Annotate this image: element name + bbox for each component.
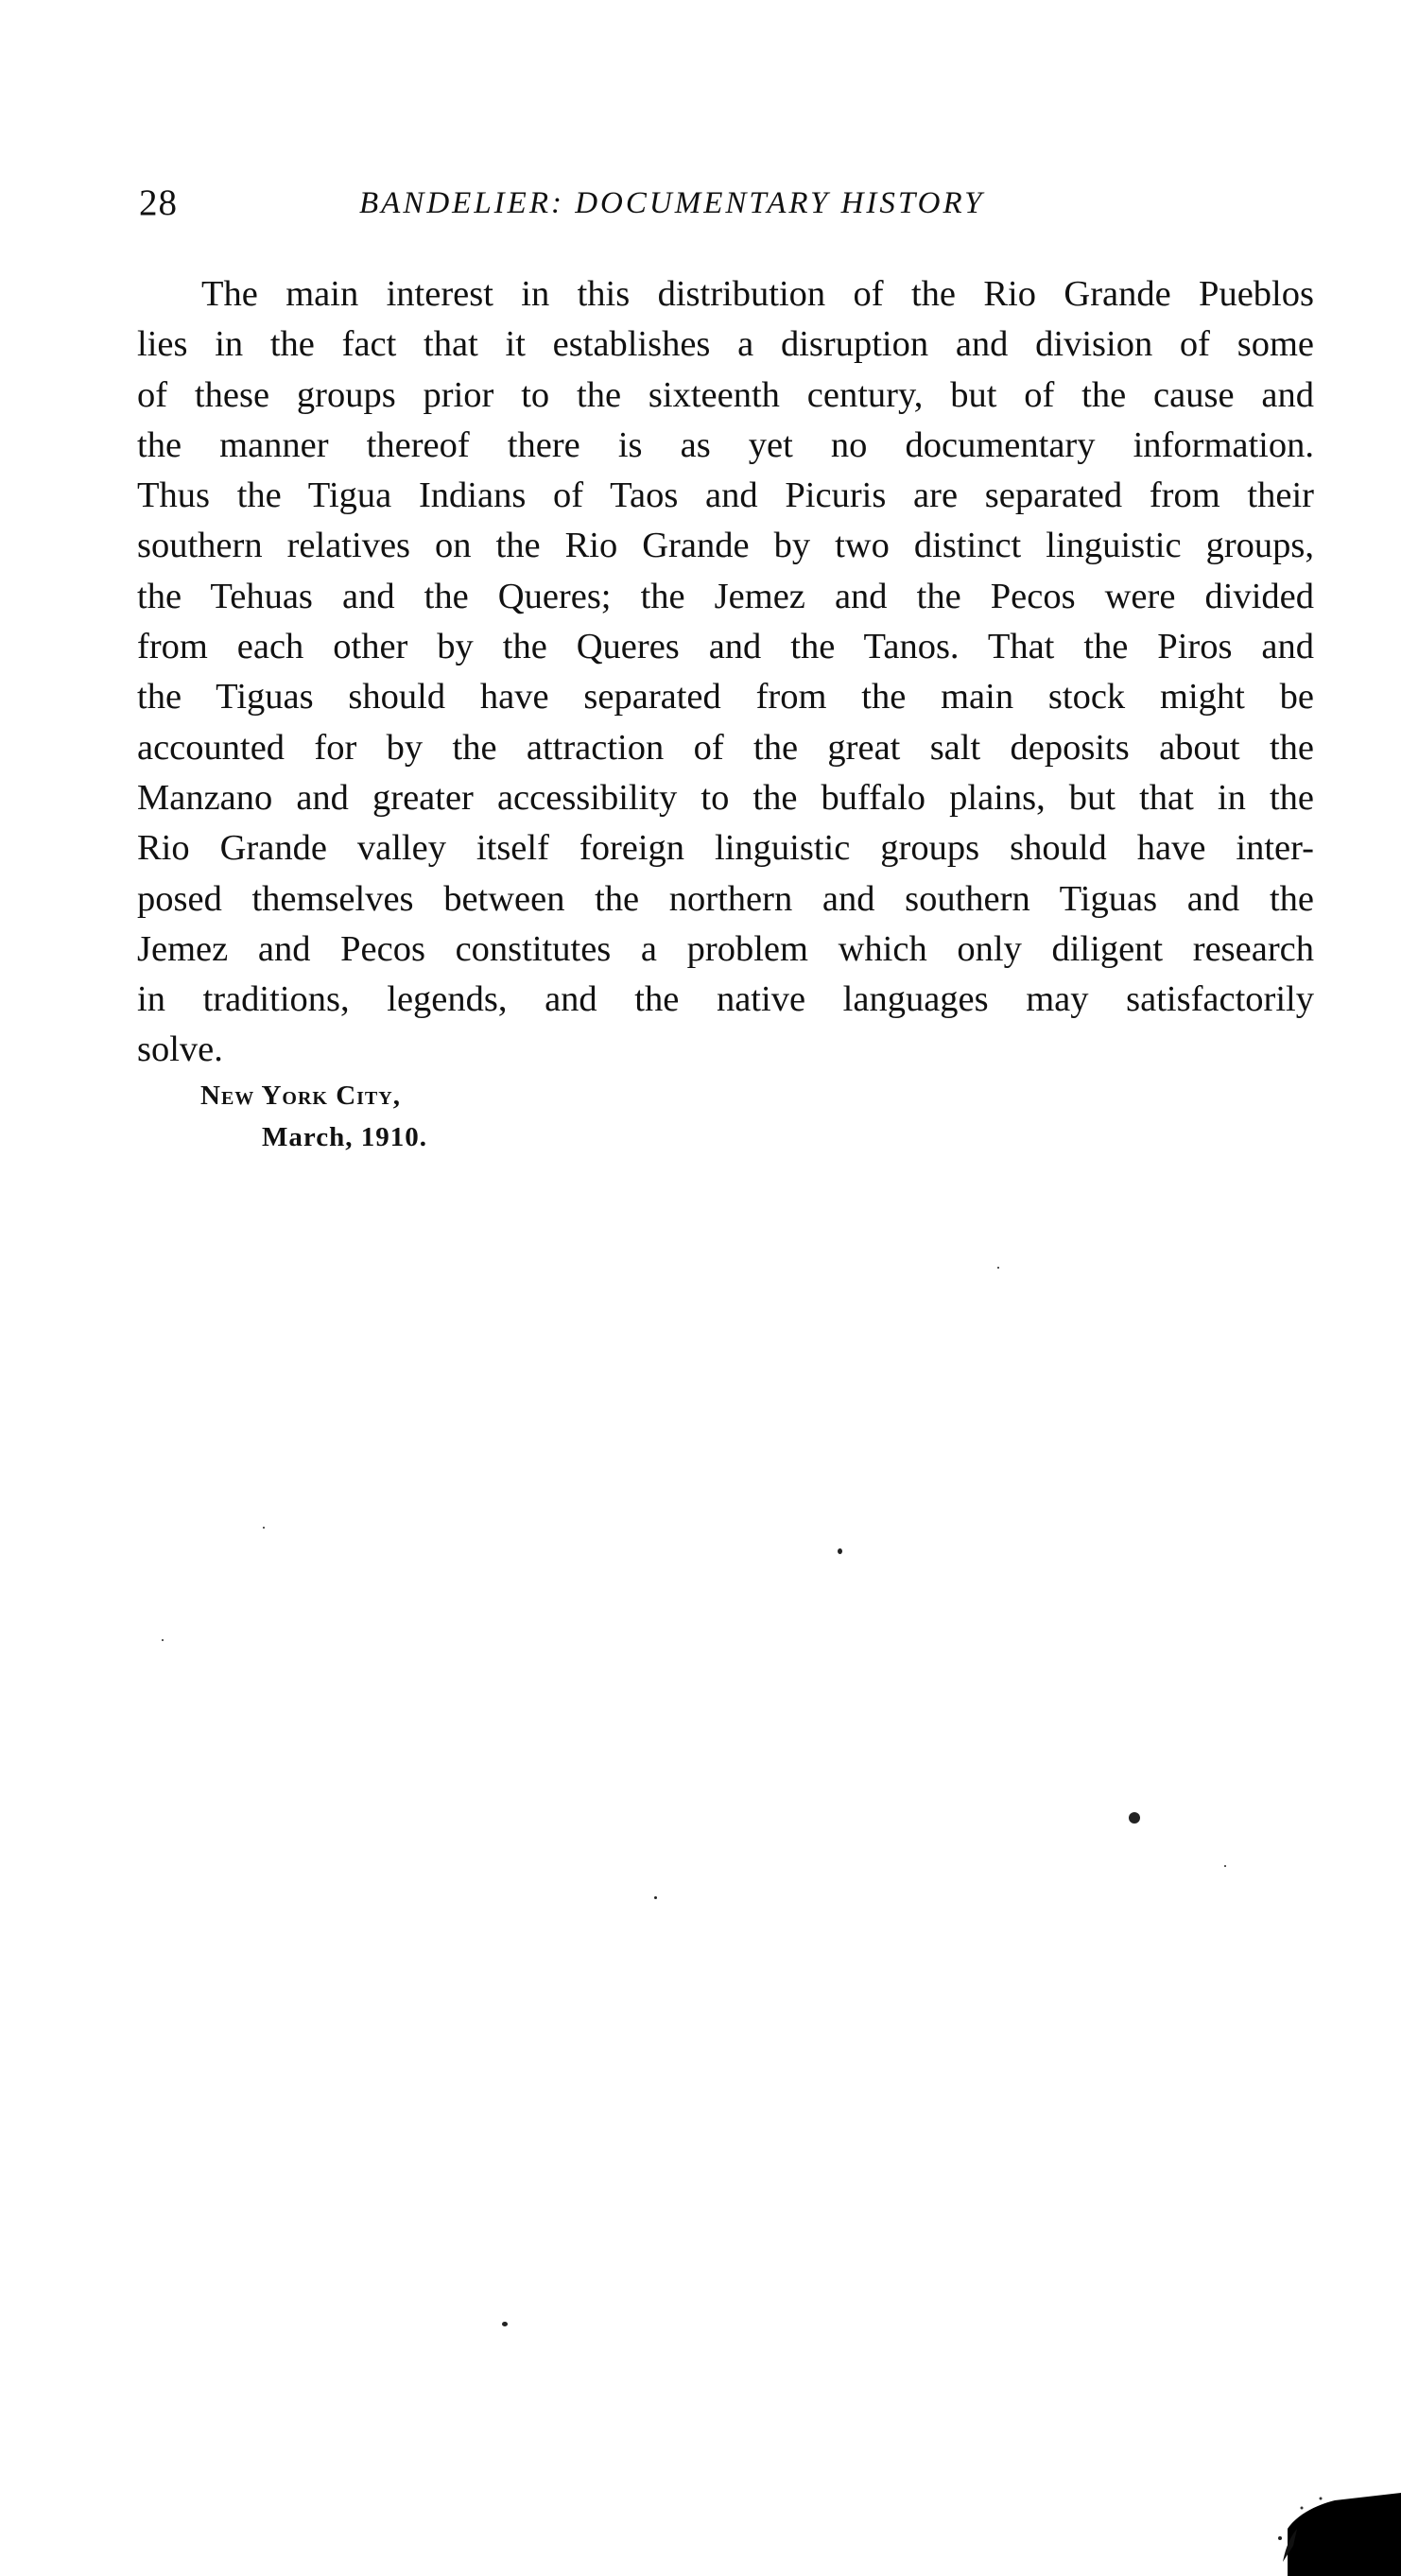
text-line: the manner thereof there is as yet no documentary information. (137, 424, 1314, 465)
scan-speck (1129, 1812, 1140, 1824)
scan-speck (502, 2322, 508, 2326)
scan-speck (263, 1527, 265, 1529)
signature-place: New York City, (200, 1081, 401, 1111)
scan-speck (838, 1548, 842, 1554)
text-line: southern relatives on the Rio Grande by two distinct linguistic groups, (137, 526, 1314, 566)
text-line: the Tiguas should have separated from the main stock might be (137, 677, 1314, 717)
text-line: from each other by the Queres and the Tanos. That the Piros and (137, 627, 1314, 667)
page-header (0, 175, 1401, 232)
text-line: in traditions, legends, and the native languages may satisfactorily (137, 979, 1314, 1020)
scan-speck (654, 1896, 657, 1899)
scan-corner-blot (1231, 2472, 1401, 2576)
text-line: The main interest in this distribution of the Rio Grande Pueblos (201, 274, 1314, 314)
scan-speck (162, 1639, 164, 1641)
scan-speck (1224, 1865, 1226, 1867)
text-line: lies in the fact that it establishes a disruption and division of some (137, 324, 1314, 365)
scan-speck (997, 1267, 999, 1269)
text-line: accounted for by the attraction of the great salt deposits about the (137, 727, 1314, 768)
signature-block (200, 1075, 427, 1158)
text-line: Jemez and Pecos constitutes a problem which only diligent research (137, 928, 1314, 969)
body-paragraph (137, 269, 1314, 1076)
text-line: Manzano and greater accessibility to the buffalo plains, but that in the (137, 777, 1314, 818)
text-line: Rio Grande valley itself foreign linguistic groups should have inter- (137, 828, 1314, 869)
text-line: the Tehuas and the Queres; the Jemez and the Pecos were divided (137, 576, 1314, 616)
text-line: posed themselves between the northern and southern Tiguas and the (137, 878, 1314, 919)
running-head: BANDELIER: DOCUMENTARY HISTORY (359, 186, 985, 220)
page-number: 28 (139, 182, 178, 223)
text-line: solve. (137, 1029, 223, 1070)
text-line: Thus the Tigua Indians of Taos and Picuris are separated from their (137, 475, 1314, 516)
text-line: of these groups prior to the sixteenth century, but of the cause and (137, 374, 1314, 415)
signature-date: March, 1910. (262, 1122, 427, 1152)
